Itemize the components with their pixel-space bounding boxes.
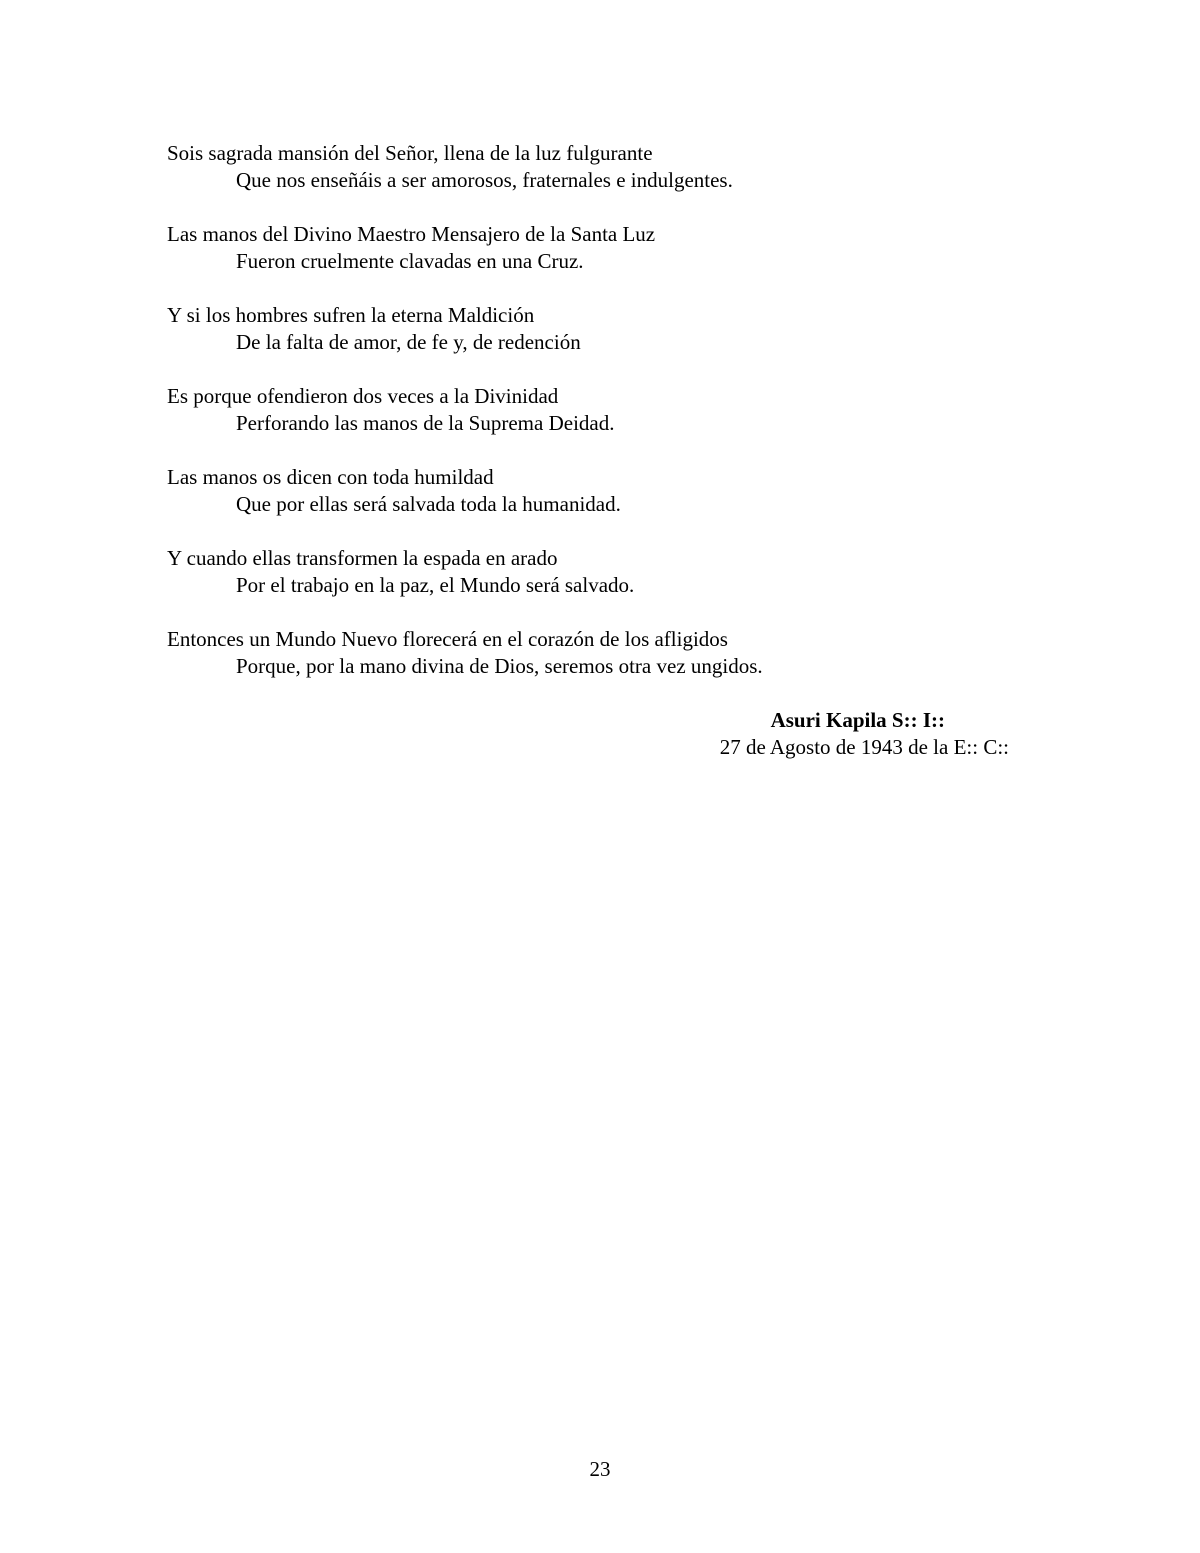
verse-line-indented: De la falta de amor, de fe y, de redención — [236, 330, 581, 354]
verse-line: Sois sagrada mansión del Señor, llena de la luz fulgurante — [167, 141, 653, 165]
stanza-4 — [167, 383, 1067, 437]
poem — [167, 140, 1067, 707]
page-number: 23 — [589, 1457, 611, 1481]
stanza-1 — [167, 140, 1067, 194]
stanza-3 — [167, 302, 1067, 356]
stanza-6 — [167, 545, 1067, 599]
signature-date: 27 de Agosto de 1943 de la E:: C:: — [719, 735, 1009, 759]
stanza-5 — [167, 464, 1067, 518]
verse-line-indented: Perforando las manos de la Suprema Deidad. — [236, 411, 615, 435]
verse-line: Las manos os dicen con toda humildad — [167, 465, 494, 489]
stanza-2 — [167, 221, 1067, 275]
verse-line: Y cuando ellas transformen la espada en arado — [167, 546, 558, 570]
verse-line: Y si los hombres sufren la eterna Maldición — [167, 303, 535, 327]
signature-block — [720, 707, 1009, 761]
verse-line-indented: Que por ellas será salvada toda la humanidad. — [236, 492, 621, 516]
verse-line: Es porque ofendieron dos veces a la Divinidad — [167, 384, 559, 408]
verse-line-indented: Que nos enseñáis a ser amorosos, fraternales e indulgentes. — [236, 168, 733, 192]
stanza-7 — [167, 626, 1067, 680]
verse-line: Entonces un Mundo Nuevo florecerá en el corazón de los afligidos — [167, 627, 728, 651]
verse-line: Las manos del Divino Maestro Mensajero de la Santa Luz — [167, 222, 656, 246]
verse-line-indented: Fueron cruelmente clavadas en una Cruz. — [236, 249, 584, 273]
verse-line-indented: Por el trabajo en la paz, el Mundo será salvado. — [236, 573, 635, 597]
author-name: Asuri Kapila S:: I:: — [770, 708, 945, 732]
verse-line-indented: Porque, por la mano divina de Dios, seremos otra vez ungidos. — [236, 654, 763, 678]
